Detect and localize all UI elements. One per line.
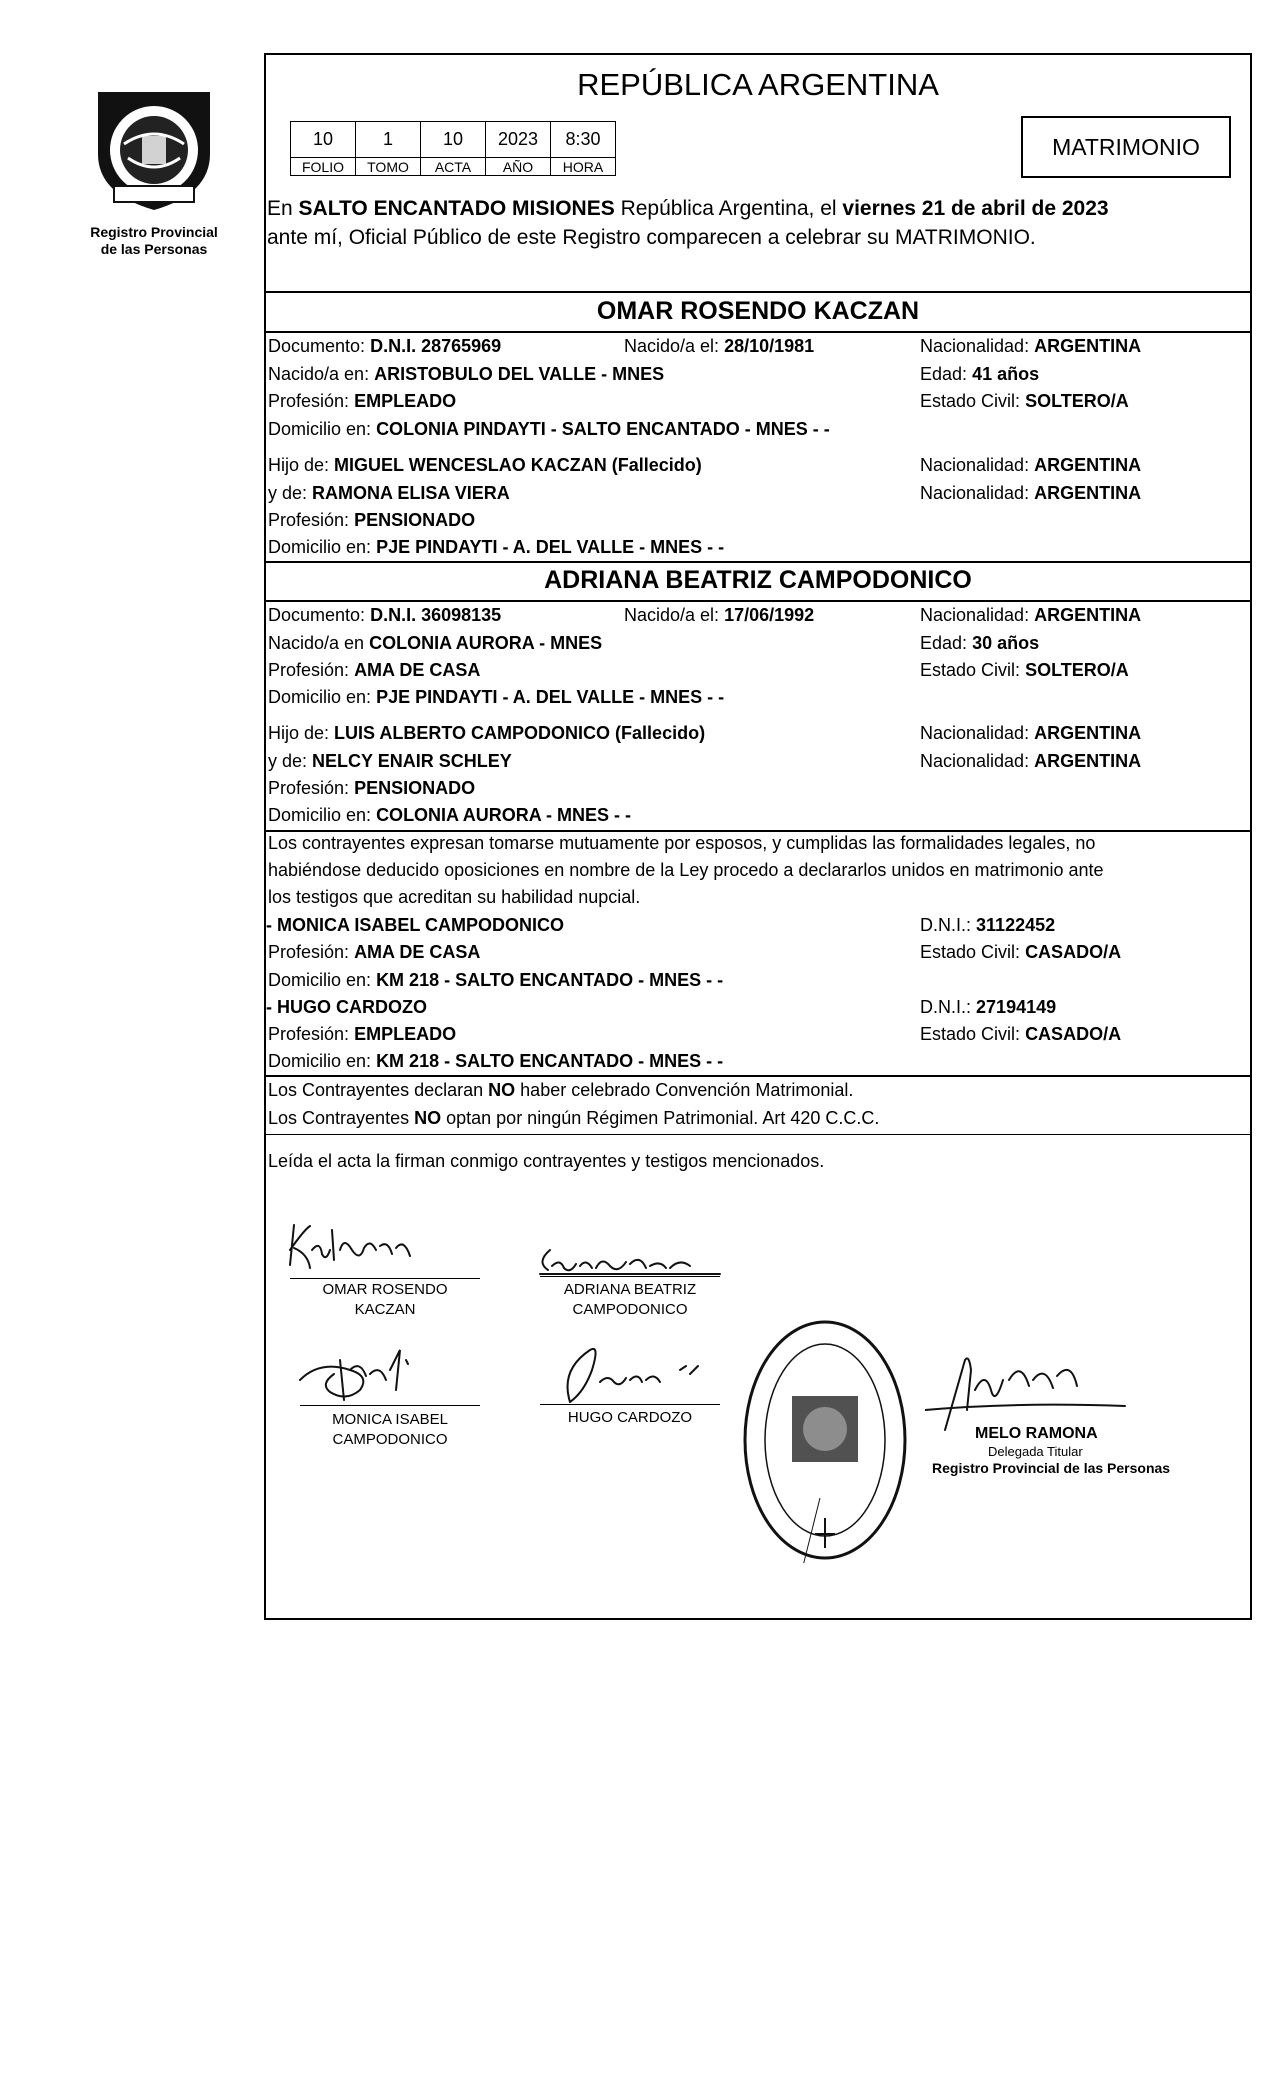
bride-parents-address	[268, 805, 631, 826]
bride-birth-date	[624, 605, 814, 626]
value: AMA DE CASA	[354, 942, 481, 962]
convention-note	[268, 1080, 853, 1101]
emphasis: NO	[414, 1108, 442, 1128]
divider	[264, 291, 1252, 293]
label: Nacido/a en:	[268, 364, 370, 384]
ano-label: AÑO	[486, 158, 551, 176]
witness1-signature-line	[300, 1405, 480, 1406]
value: COLONIA AURORA - MNES - -	[376, 805, 632, 825]
declaration-line-1: Los contrayentes expresan tomarse mutuamente por esposos, y cumplidas las formalidades legales, no	[268, 833, 1096, 853]
bride-civil-status	[920, 660, 1129, 681]
bride-parents-profession	[268, 778, 475, 799]
groom-parents-profession	[268, 510, 475, 531]
hora-value: 8:30	[551, 122, 616, 158]
label-line: MONICA ISABEL	[332, 1411, 448, 1428]
bride-birthplace	[268, 633, 602, 654]
bride-signature-label	[530, 1280, 730, 1320]
label: Profesión:	[268, 778, 350, 798]
label: Edad:	[920, 633, 968, 653]
value: PJE PINDAYTI - A. DEL VALLE - MNES - -	[376, 537, 725, 557]
groom-name: OMAR ROSENDO KACZAN	[596, 297, 920, 325]
groom-signature-line	[290, 1278, 480, 1279]
intro-line-1	[267, 196, 1109, 221]
witness2-civil-status	[920, 1024, 1121, 1045]
tomo-value: 1	[356, 122, 421, 158]
value: PENSIONADO	[354, 778, 476, 798]
province-logo	[84, 84, 224, 214]
witness2-signature-label	[530, 1408, 730, 1428]
label-line: CAMPODONICO	[332, 1431, 448, 1448]
groom-civil-status	[920, 391, 1129, 412]
value: EMPLEADO	[354, 1024, 457, 1044]
value: ARGENTINA	[1034, 751, 1142, 771]
bride-signature-line	[540, 1276, 720, 1277]
witness1-name: - MONICA ISABEL CAMPODONICO	[266, 915, 565, 935]
bride-profession	[268, 660, 480, 681]
witness2-signature-line	[540, 1404, 720, 1405]
value: CASADO/A	[1025, 1024, 1122, 1044]
label: y de:	[268, 751, 308, 771]
label-line: CAMPODONICO	[572, 1301, 688, 1318]
label: Profesión:	[268, 942, 350, 962]
label: Domicilio en:	[268, 687, 372, 707]
bride-father	[268, 723, 705, 744]
declaration-line-3: los testigos que acreditan su habilidad nupcial.	[268, 887, 641, 907]
groom-father	[268, 455, 702, 476]
groom-mother-nationality	[920, 483, 1141, 504]
value: 41 años	[972, 364, 1040, 384]
label: Estado Civil:	[920, 942, 1021, 962]
intro-prefix: En	[267, 197, 293, 220]
groom-nationality	[920, 336, 1141, 357]
value: ARISTOBULO DEL VALLE - MNES	[374, 364, 665, 384]
value: 30 años	[972, 633, 1040, 653]
witness2-dni	[920, 997, 1056, 1018]
hora-label: HORA	[551, 158, 616, 176]
groom-mother	[268, 483, 510, 504]
label: Domicilio en:	[268, 970, 372, 990]
value: ARGENTINA	[1034, 455, 1142, 475]
label: Domicilio en:	[268, 1051, 372, 1071]
value: ARGENTINA	[1034, 336, 1142, 356]
value: 17/06/1992	[724, 605, 815, 625]
record-type-box: MATRIMONIO	[1021, 116, 1231, 178]
witness2-name: - HUGO CARDOZO	[266, 997, 427, 1017]
witness1-dni	[920, 915, 1055, 936]
label: Nacionalidad:	[920, 723, 1030, 743]
value: ARGENTINA	[1034, 723, 1142, 743]
label: Profesión:	[268, 1024, 350, 1044]
label: Nacionalidad:	[920, 483, 1030, 503]
bride-address	[268, 687, 724, 708]
closing-statement: Leída el acta la firman conmigo contrayentes y testigos mencionados.	[268, 1151, 825, 1171]
official-office: Registro Provincial de las Personas	[932, 1460, 1171, 1476]
label: Nacionalidad:	[920, 605, 1030, 625]
value: 31122452	[976, 915, 1056, 935]
bride-mother	[268, 751, 512, 772]
province-seal-icon	[84, 84, 224, 214]
value: KM 218 - SALTO ENCANTADO - MNES - -	[376, 970, 724, 990]
text: Los Contrayentes	[268, 1108, 410, 1128]
value: CASADO/A	[1025, 942, 1122, 962]
label: Domicilio en:	[268, 537, 372, 557]
official-title: Delegada Titular	[988, 1444, 1083, 1459]
bride-father-nationality	[920, 723, 1141, 744]
value: COLONIA PINDAYTI - SALTO ENCANTADO - MNES - -	[376, 419, 830, 439]
value: SOLTERO/A	[1025, 660, 1129, 680]
value: D.N.I. 28765969	[370, 336, 502, 356]
label-line: ADRIANA BEATRIZ	[563, 1281, 697, 1298]
logo-caption-line1: Registro Provincial	[90, 224, 218, 240]
groom-address	[268, 419, 830, 440]
intro-middle: República Argentina, el	[620, 197, 837, 220]
label-line: KACZAN	[354, 1301, 416, 1318]
label: D.N.I.:	[920, 997, 972, 1017]
groom-document	[268, 336, 501, 357]
value: KM 218 - SALTO ENCANTADO - MNES - -	[376, 1051, 724, 1071]
label: Nacionalidad:	[920, 455, 1030, 475]
label: Documento:	[268, 605, 366, 625]
bride-signature-icon	[530, 1240, 730, 1280]
witness2-signature-icon	[530, 1330, 730, 1410]
folio-label: FOLIO	[291, 158, 356, 176]
value: D.N.I. 36098135	[370, 605, 502, 625]
page-title: REPÚBLICA ARGENTINA	[577, 67, 939, 102]
label: D.N.I.:	[920, 915, 972, 935]
value: COLONIA AURORA - MNES	[369, 633, 603, 653]
label: Nacido/a el:	[624, 336, 720, 356]
value: ARGENTINA	[1034, 605, 1142, 625]
bride-mother-nationality	[920, 751, 1141, 772]
label: y de:	[268, 483, 308, 503]
divider	[264, 331, 1252, 333]
value: SOLTERO/A	[1025, 391, 1129, 411]
text: optan por ningún Régimen Patrimonial. Art 420 C.C.C.	[446, 1108, 880, 1128]
groom-signature-label	[290, 1280, 480, 1320]
official-name: MELO RAMONA	[975, 1425, 1098, 1442]
divider	[264, 600, 1252, 602]
witness2-address	[268, 1051, 723, 1072]
record-table	[290, 121, 616, 176]
logo-caption-line2: de las Personas	[100, 241, 208, 257]
label: Domicilio en:	[268, 805, 372, 825]
label: Nacido/a en	[268, 633, 365, 653]
label: Estado Civil:	[920, 1024, 1021, 1044]
label-line: OMAR ROSENDO	[322, 1281, 448, 1298]
bride-name: ADRIANA BEATRIZ CAMPODONICO	[544, 566, 972, 594]
label: Profesión:	[268, 391, 350, 411]
label-line: HUGO CARDOZO	[567, 1409, 693, 1426]
witness1-signature-icon	[290, 1340, 450, 1410]
divider	[264, 1075, 1252, 1077]
groom-father-nationality	[920, 455, 1141, 476]
value: PJE PINDAYTI - A. DEL VALLE - MNES - -	[376, 687, 725, 707]
label: Domicilio en:	[268, 419, 372, 439]
intro-place: SALTO ENCANTADO MISIONES	[298, 197, 615, 220]
label: Profesión:	[268, 510, 350, 530]
witness1-profession	[268, 942, 480, 963]
label: Edad:	[920, 364, 968, 384]
bride-nationality	[920, 605, 1141, 626]
label: Hijo de:	[268, 723, 330, 743]
ano-value: 2023	[486, 122, 551, 158]
value: 28/10/1981	[724, 336, 815, 356]
label: Profesión:	[268, 660, 350, 680]
bride-document	[268, 605, 501, 626]
intro-line-2: ante mí, Oficial Público de este Registro comparecen a celebrar su MATRIMONIO.	[267, 226, 1036, 249]
label: Nacionalidad:	[920, 751, 1030, 771]
folio-value: 10	[291, 122, 356, 158]
groom-birth-date	[624, 336, 814, 357]
text: haber celebrado Convención Matrimonial.	[520, 1080, 854, 1100]
witness1-address	[268, 970, 723, 991]
value: NELCY ENAIR SCHLEY	[312, 751, 512, 771]
divider	[264, 1134, 1252, 1135]
divider	[264, 830, 1252, 832]
value: LUIS ALBERTO CAMPODONICO (Fallecido)	[334, 723, 706, 743]
intro-date: viernes 21 de abril de 2023	[842, 197, 1109, 220]
groom-age	[920, 364, 1039, 385]
witness2-profession	[268, 1024, 456, 1045]
bride-age	[920, 633, 1039, 654]
regime-note	[268, 1108, 879, 1129]
label: Hijo de:	[268, 455, 330, 475]
value: RAMONA ELISA VIERA	[312, 483, 510, 503]
label: Documento:	[268, 336, 366, 356]
groom-birthplace	[268, 364, 664, 385]
divider	[264, 561, 1252, 563]
value: 27194149	[976, 997, 1057, 1017]
groom-parents-address	[268, 537, 724, 558]
value: AMA DE CASA	[354, 660, 481, 680]
tomo-label: TOMO	[356, 158, 421, 176]
witness1-civil-status	[920, 942, 1121, 963]
label: Nacido/a el:	[624, 605, 720, 625]
label: Estado Civil:	[920, 660, 1021, 680]
label: Nacionalidad:	[920, 336, 1030, 356]
value: ARGENTINA	[1034, 483, 1142, 503]
emphasis: NO	[488, 1080, 516, 1100]
witness1-signature-label	[290, 1410, 490, 1450]
value: EMPLEADO	[354, 391, 457, 411]
acta-value: 10	[421, 122, 486, 158]
groom-profession	[268, 391, 456, 412]
value: MIGUEL WENCESLAO KACZAN (Fallecido)	[334, 455, 702, 475]
value: PENSIONADO	[354, 510, 476, 530]
acta-label: ACTA	[421, 158, 486, 176]
text: Los Contrayentes declaran	[268, 1080, 484, 1100]
official-stamp-icon	[740, 1318, 910, 1563]
groom-signature-icon	[280, 1210, 440, 1280]
label: Estado Civil:	[920, 391, 1021, 411]
declaration-line-2: habiéndose deducido oposiciones en nombre de la Ley procedo a declararlos unidos en matrimonio ante	[268, 860, 1104, 880]
